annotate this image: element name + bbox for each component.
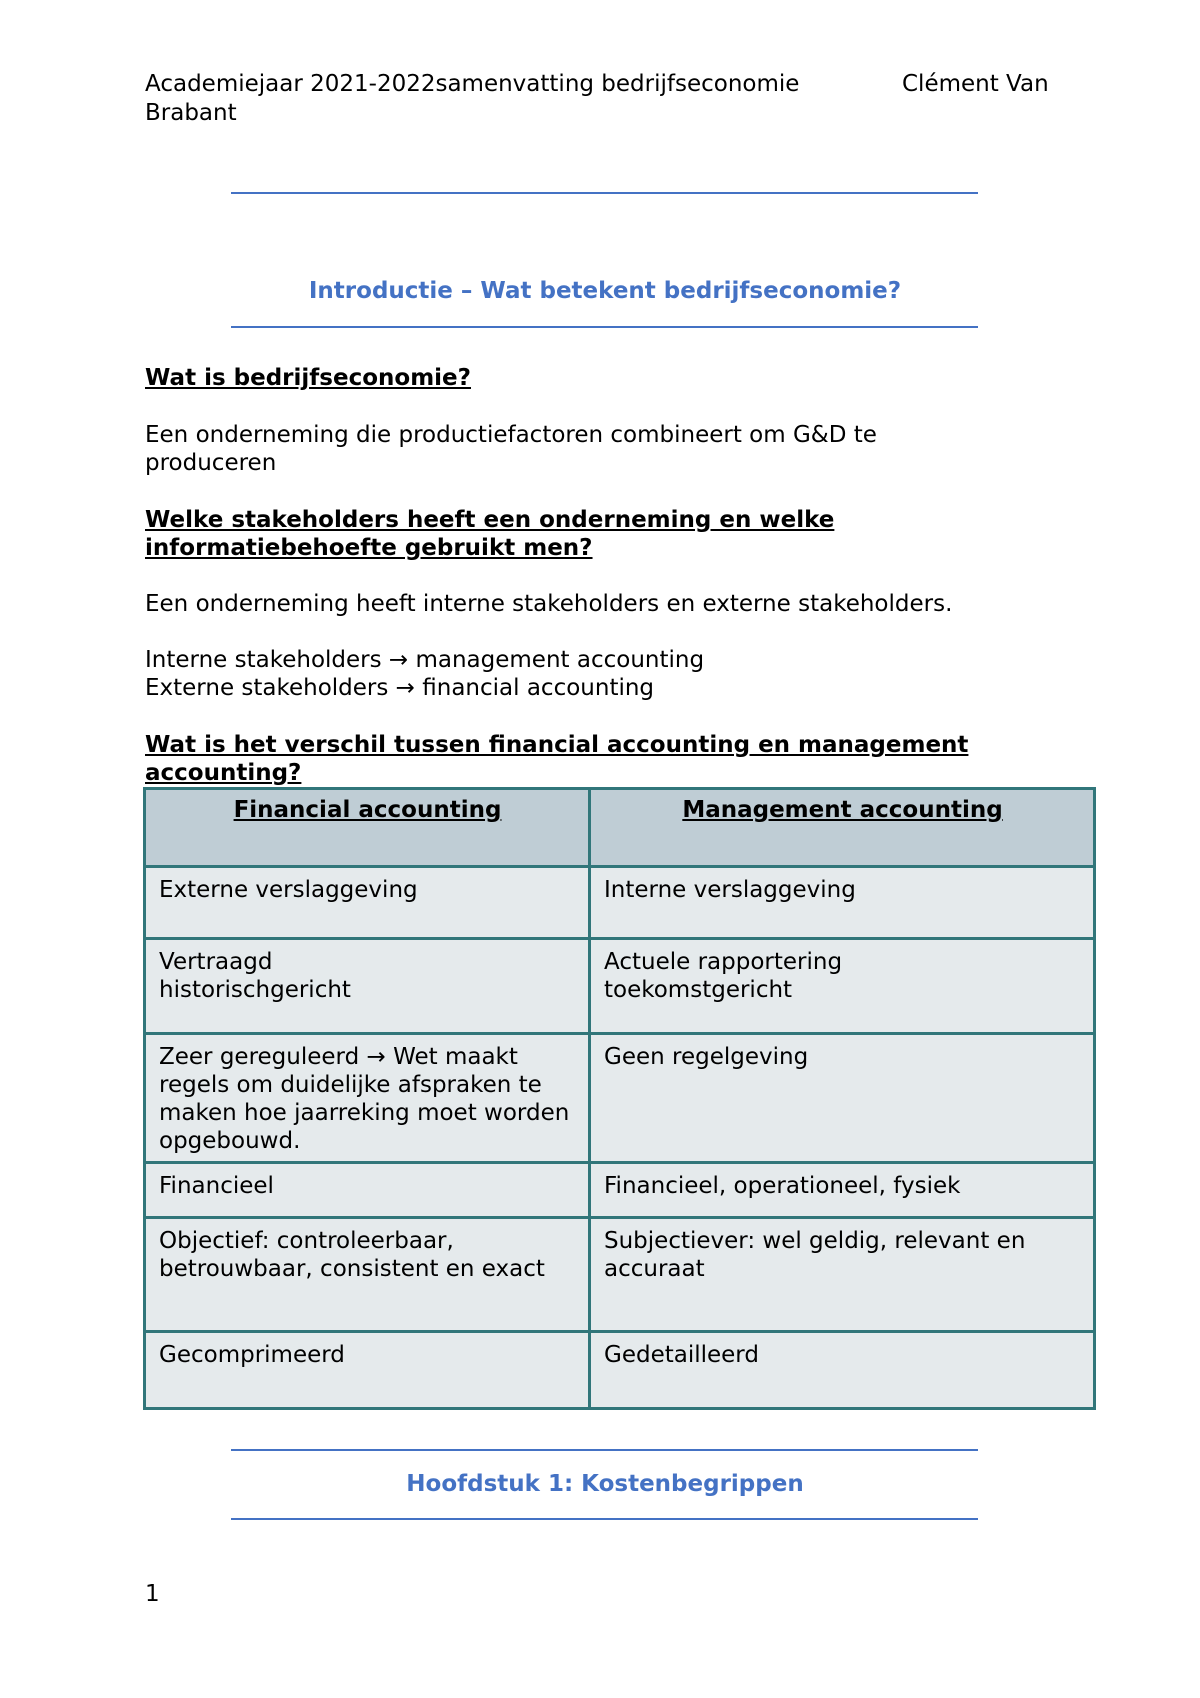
header-author: Clément Van bbox=[902, 71, 1049, 97]
page-header bbox=[145, 70, 1065, 128]
table-cell-management: Interne verslaggeving bbox=[590, 867, 1095, 939]
answer-2-internal: Interne stakeholders → management accounting bbox=[145, 647, 705, 673]
table-cell-financial: Externe verslaggeving bbox=[145, 867, 590, 939]
question-2: Welke stakeholders heeft een onderneming en welke informatiebehoefte gebruikt men? bbox=[145, 507, 835, 561]
table-row bbox=[145, 867, 1095, 939]
intro-heading: Introductie – Wat betekent bedrijfseconomie? bbox=[308, 278, 902, 304]
chapter-heading: Hoofdstuk 1: Kostenbegrippen bbox=[406, 1471, 804, 1497]
table-row bbox=[145, 1218, 1095, 1332]
table-header-row bbox=[145, 789, 1095, 867]
table-header-financial: Financial accounting bbox=[145, 789, 590, 867]
table-cell-financial: Financieel bbox=[145, 1163, 590, 1218]
table-row bbox=[145, 939, 1095, 1034]
question-1: Wat is bedrijfseconomie? bbox=[145, 365, 471, 391]
table-cell-management: Financieel, operationeel, fysiek bbox=[590, 1163, 1095, 1218]
question-3: Wat is het verschil tussen financial accounting en management accounting? bbox=[145, 732, 969, 786]
heading-rule-top bbox=[231, 192, 978, 194]
answer-2-external: Externe stakeholders → financial accounting bbox=[145, 675, 655, 701]
table-cell-financial: Vertraagd historischgericht bbox=[145, 939, 590, 1034]
table-cell-management: Gedetailleerd bbox=[590, 1332, 1095, 1409]
table-row bbox=[145, 1034, 1095, 1163]
table-row bbox=[145, 1332, 1095, 1409]
chapter-rule-bottom bbox=[231, 1518, 978, 1520]
comparison-table bbox=[143, 787, 1096, 1410]
header-row bbox=[145, 70, 1065, 99]
chapter-rule-top bbox=[231, 1449, 978, 1451]
table-row bbox=[145, 1163, 1095, 1218]
table-cell-financial: Zeer gereguleerd → Wet maakt regels om duidelijke afspraken te maken hoe jaarreking moet worden opgebouwd. bbox=[145, 1034, 590, 1163]
table-cell-financial: Gecomprimeerd bbox=[145, 1332, 590, 1409]
table-header-management: Management accounting bbox=[590, 789, 1095, 867]
table-cell-management: Subjectiever: wel geldig, relevant en accuraat bbox=[590, 1218, 1095, 1332]
heading-rule-bottom bbox=[231, 326, 978, 328]
header-author-continued: Brabant bbox=[145, 100, 237, 126]
header-course: Academiejaar 2021-2022samenvatting bedrijfseconomie bbox=[145, 71, 800, 97]
page-number: 1 bbox=[145, 1581, 160, 1607]
answer-2: Een onderneming heeft interne stakeholders en externe stakeholders. bbox=[145, 591, 953, 617]
table-cell-management: Actuele rapportering toekomstgericht bbox=[590, 939, 1095, 1034]
table-cell-financial: Objectief: controleerbaar, betrouwbaar, consistent en exact bbox=[145, 1218, 590, 1332]
answer-1: Een onderneming die productiefactoren combineert om G&D te produceren bbox=[145, 422, 877, 476]
table-cell-management: Geen regelgeving bbox=[590, 1034, 1095, 1163]
